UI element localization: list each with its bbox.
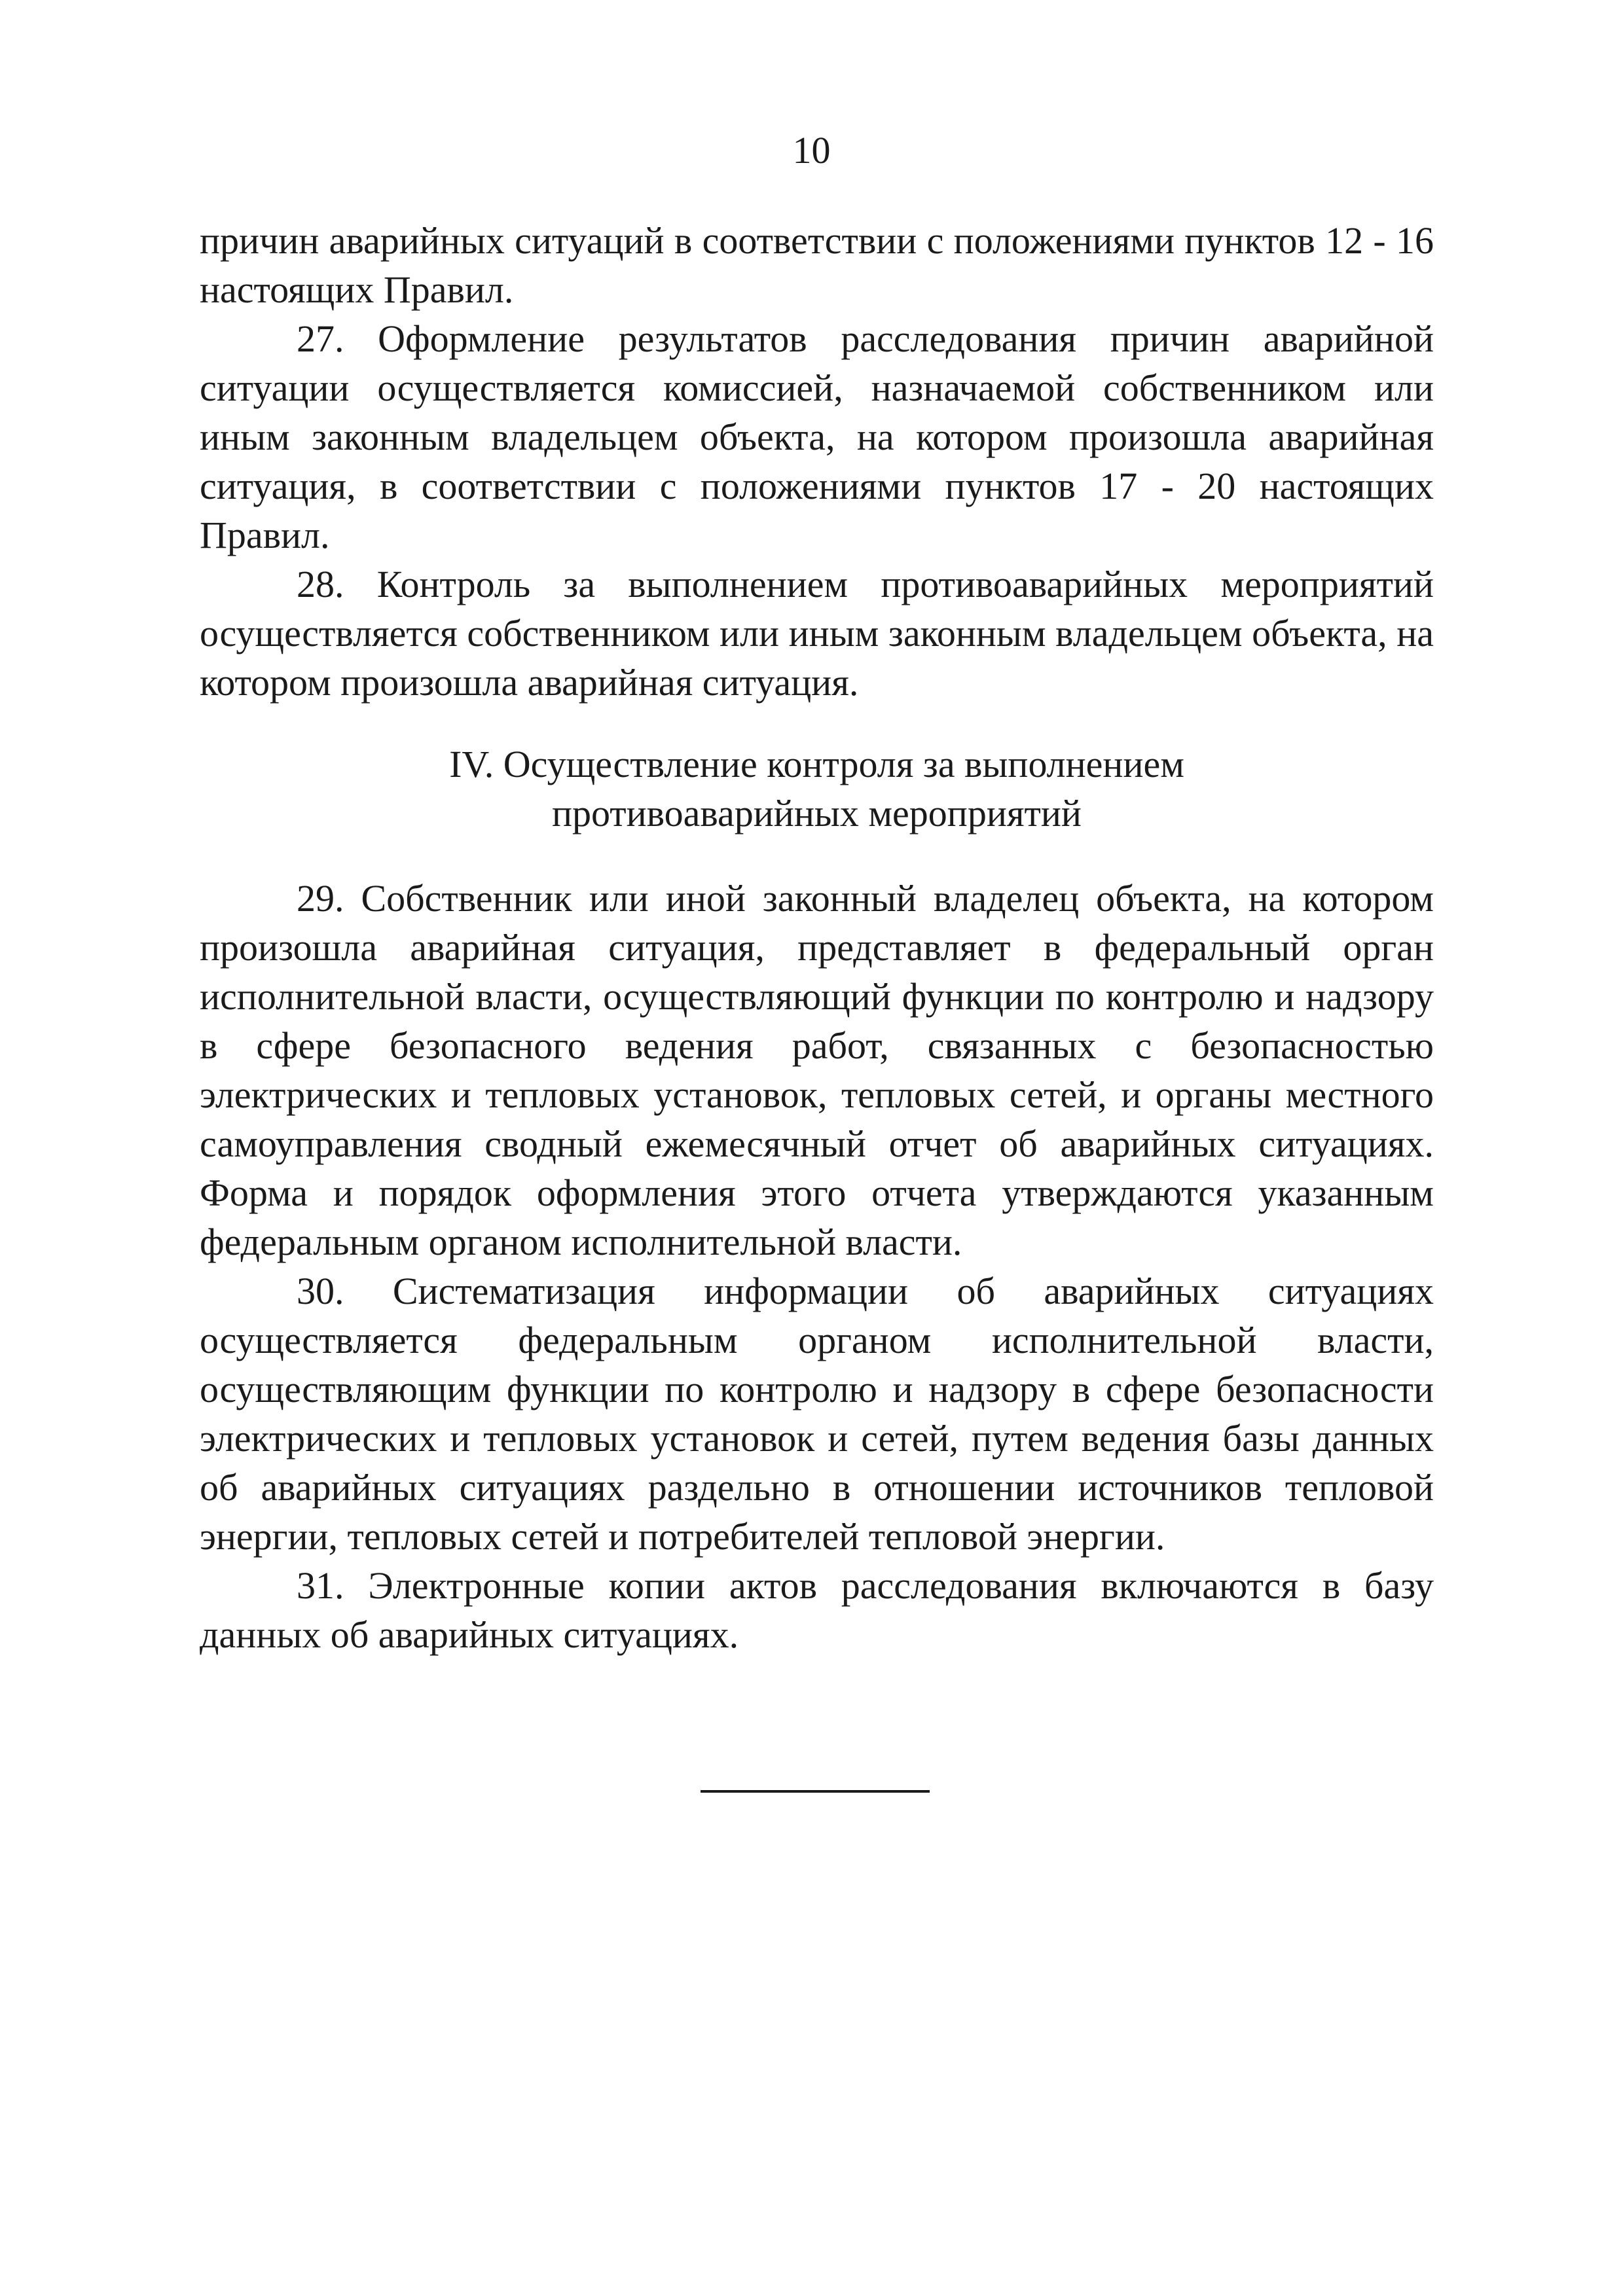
document-body: [200, 216, 1434, 1659]
paragraph-30: 30. Систематизация информации об аварийных ситуациях осуществляется федеральным органом исполнительной власти, осуществляющим функции по контролю и надзору в сфере безопасности электрических и тепловых установок и сетей, путем ведения базы данных об аварийных ситуациях раздельно в отношении источников тепловой энергии, тепловых сетей и потребителей тепловой энергии.: [200, 1270, 1434, 1558]
page-number: 10: [792, 129, 831, 171]
section-heading: [200, 740, 1434, 838]
paragraph-continuation: причин аварийных ситуаций в соответствии с положениями пунктов 12 - 16 настоящих Правил.: [200, 219, 1434, 311]
paragraph-28: 28. Контроль за выполнением противоаварийных мероприятий осуществляется собственником или иным законным владельцем объекта, на котором произошла аварийная ситуация.: [200, 563, 1434, 704]
paragraph-27: 27. Оформление результатов расследования причин аварийной ситуации осуществляется комиссией, назначаемой собственником или иным законным владельцем объекта, на котором произошла аварийная ситуация, в соответствии с положениями пунктов 17 - 20 настоящих Правил.: [200, 317, 1434, 556]
paragraph-31: 31. Электронные копии актов расследования включаются в базу данных об аварийных ситуациях.: [200, 1564, 1434, 1656]
end-of-document-rule: [701, 1790, 930, 1793]
paragraph-29: 29. Собственник или иной законный владелец объекта, на котором произошла аварийная ситуация, представляет в федеральный орган исполнительной власти, осуществляющий функции по контролю и надзору в сфере безопасного ведения работ, связанных с безопасностью электрических и тепловых установок, тепловых сетей, и органы местного самоуправления сводный ежемесячный отчет об аварийных ситуациях. Форма и порядок оформления этого отчета утверждаются указанным федеральным органом исполнительной власти.: [200, 877, 1434, 1263]
section-heading-line-2: противоаварийных мероприятий: [552, 792, 1082, 834]
section-heading-line-1: IV. Осуществление контроля за выполнением: [449, 743, 1184, 785]
